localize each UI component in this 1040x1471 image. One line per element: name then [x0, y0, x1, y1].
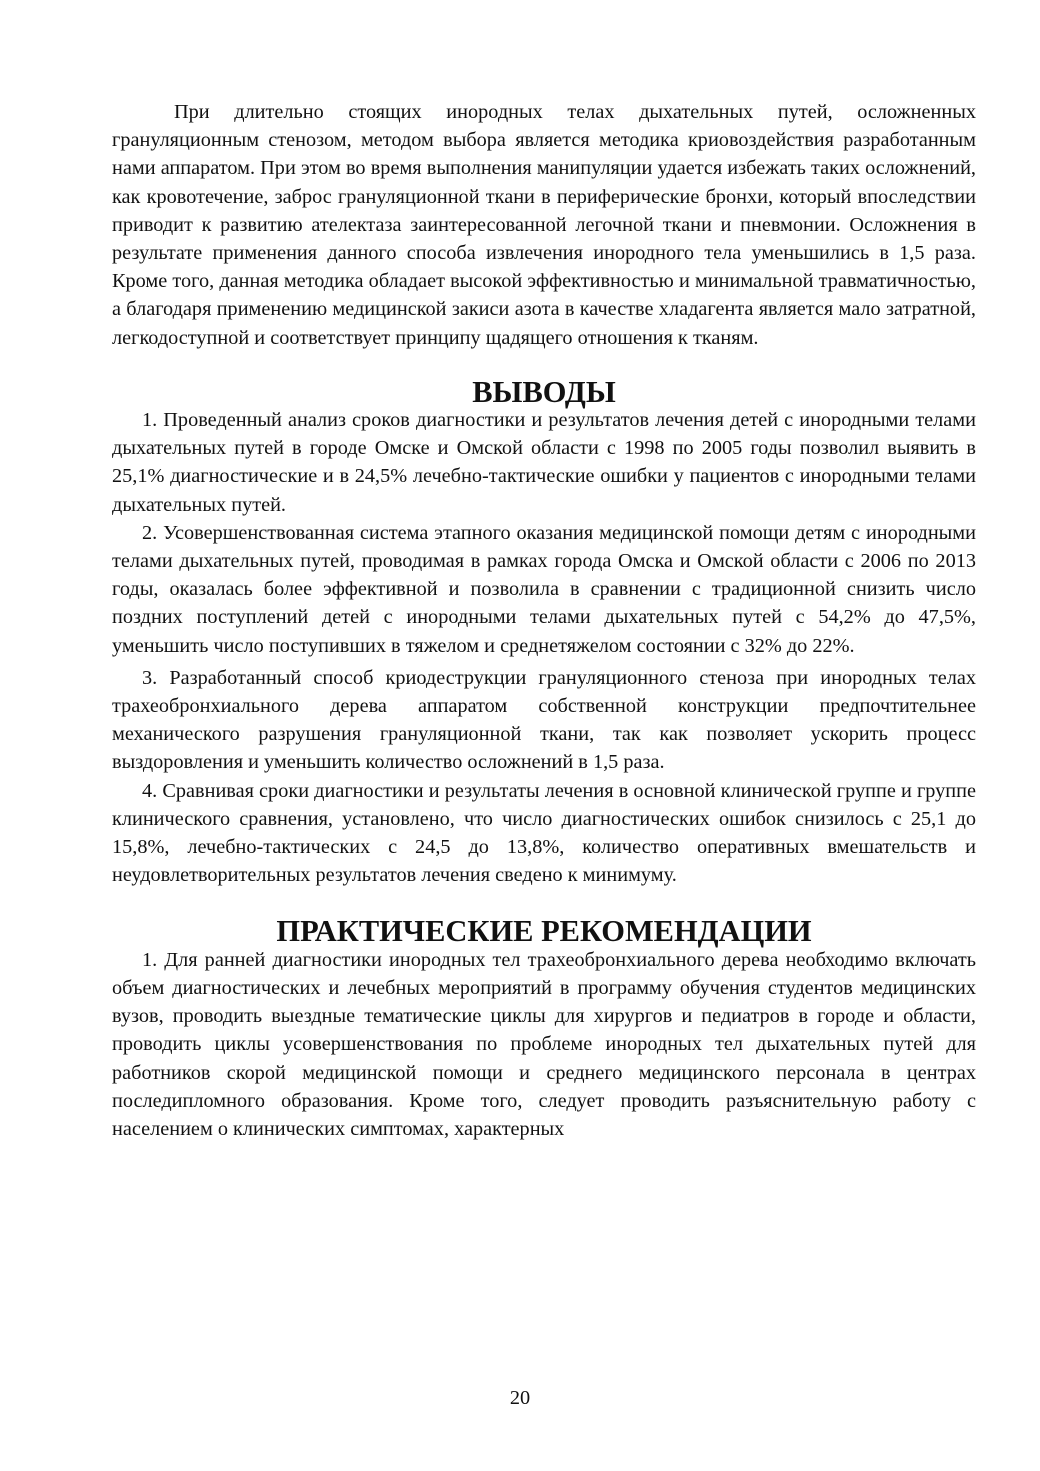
conclusions-heading: ВЫВОДЫ [472, 374, 616, 409]
recommendation-item-1: 1. Для ранней диагностики инородных тел трахеобронхиального дерева необходимо включать объем диагностических и лечебных мероприятий в программу обучения студентов медицинских вузов, проводить выездные тематические циклы для хирургов и педиатров в городе и области, проводить циклы усовершенствования по проблеме инородных тел дыхательных путей для работников скорой медицинской помощи и среднего медицинского персонала в центрах последипломного образования. Кроме того, следует проводить разъяснительную работу с населением о клинических симптомах, характерных [112, 948, 976, 1140]
conclusion-item-1: 1. Проведенный анализ сроков диагностики и результатов лечения детей с инородными телами дыхательных путей в городе Омске и Омской области с 1998 по 2005 годы позволил выявить в 25,1% диагностические и в 24,5% лечебно-тактические ошибки у пациентов с инородными телами дыхательных путей. [112, 409, 976, 516]
intro-paragraph: При длительно стоящих инородных телах дыхательных путей, осложненных грануляционным стенозом, методом выбора является методика криовоздействия разработанным нами аппаратом. При этом во время выполнения манипуляции удается избежать таких осложнений, как кровотечение, заброс грануляционной ткани в периферические бронхи, который впоследствии приводит к развитию ателектаза заинтересованной легочной ткани и пневмонии. Осложнения в результате применения данного способа извлечения инородного тела уменьшились в 1,5 раза. Кроме того, данная методика обладает высокой эффективностью и минимальной травматичностью, а благодаря применению медицинской закиси азота в качестве хладагента является мало затратной, легкодоступной и соответствует принципу щадящего отношения к тканям. [112, 101, 976, 349]
conclusion-item-3: 3. Разработанный способ криодеструкции грануляционного стеноза при инородных телах трахеобронхиального дерева аппаратом собственной конструкции предпочтительнее механического разрушения грануляционной ткани, так как позволяет ускорить процесс выздоровления и уменьшить количество осложнений в 1,5 раза. [112, 666, 976, 774]
conclusion-item-4: 4. Сравнивая сроки диагностики и результаты лечения в основной клинической группе и группе клинического сравнения, установлено, что число диагностических ошибок снизилось с 25,1 до 15,8%, лечебно-тактических с 24,5 до 13,8%, количество оперативных вмешательств и неудовлетворительных результатов лечения сведено к минимуму. [112, 779, 976, 887]
recommendations-heading: ПРАКТИЧЕСКИЕ РЕКОМЕНДАЦИИ [276, 914, 812, 949]
document-page [112, 98, 976, 1143]
page-number: 20 [509, 1387, 531, 1409]
conclusion-item-2: 2. Усовершенствованная система этапного оказания медицинской помощи детям с инородными телами дыхательных путей, проводимая в рамках города Омска и Омской области с 2006 по 2013 годы, оказалась более эффективной и позволила в сравнении с традиционной снизить число поздних поступлений детей с инородными телами дыхательных путей с 54,2% до 47,5%, уменьшить число поступивших в тяжелом и среднетяжелом состоянии с 32% до 22%. [112, 521, 976, 657]
